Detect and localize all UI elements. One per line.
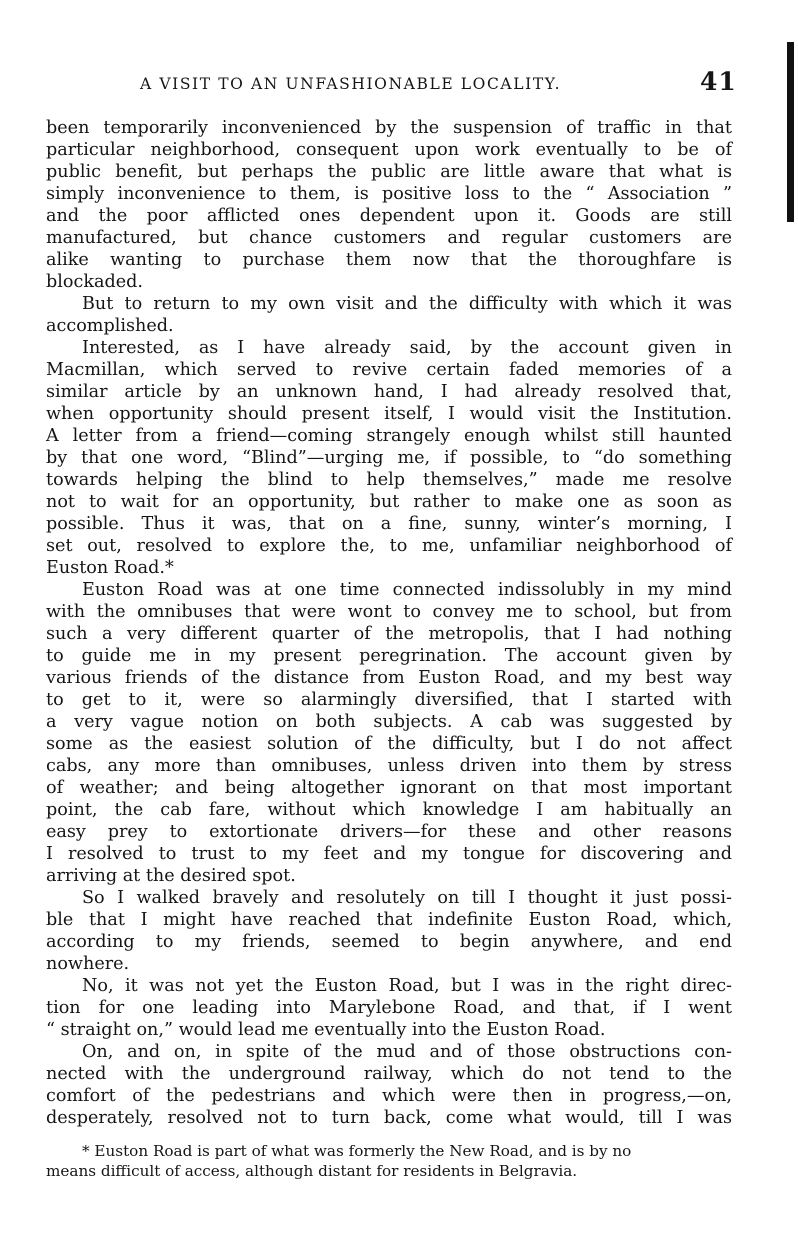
text-line: I resolved to trust to my feet and my tongue for discovering and	[46, 844, 732, 864]
paragraph	[46, 579, 732, 887]
text-line: and the poor afflicted ones dependent upon it. Goods are still	[46, 206, 732, 226]
text-line: Interested, as I have already said, by the account given in	[82, 338, 732, 358]
text-line: when opportunity should present itself, I would visit the Institution.	[46, 404, 732, 424]
text-line: A letter from a friend—coming strangely enough whilst still haunted	[46, 426, 732, 446]
text-line: such a very different quarter of the metropolis, that I had nothing	[46, 624, 732, 644]
running-title: A VISIT TO AN UNFASHIONABLE LOCALITY.	[140, 75, 562, 93]
text-line: according to my friends, seemed to begin anywhere, and end	[46, 932, 732, 952]
text-line: some as the easiest solution of the difficulty, but I do not affect	[46, 734, 732, 754]
paragraph	[46, 293, 732, 337]
text-line: accomplished.	[46, 316, 174, 336]
page-number: 41	[700, 67, 737, 96]
text-line: desperately, resolved not to turn back, come what would, till I was	[46, 1108, 732, 1128]
footnote-line: * Euston Road is part of what was formerly the New Road, and is by no	[82, 1142, 632, 1160]
text-line: towards helping the blind to help themselves,” made me resolve	[46, 470, 732, 490]
footnote	[46, 1141, 732, 1181]
paragraph	[46, 975, 732, 1041]
paragraph	[46, 887, 732, 975]
text-line: to get to it, were so alarmingly diversified, that I started with	[46, 690, 732, 710]
text-line: cabs, any more than omnibuses, unless driven into them by stress	[46, 756, 732, 776]
paragraph	[46, 337, 732, 579]
text-line: ble that I might have reached that indefinite Euston Road, which,	[46, 910, 732, 930]
text-line: been temporarily inconvenienced by the suspension of traffic in that	[46, 118, 732, 138]
text-line: set out, resolved to explore the, to me, unfamiliar neighborhood of	[46, 536, 732, 556]
paragraph	[46, 117, 732, 293]
text-line: to guide me in my present peregrination. The account given by	[46, 646, 732, 666]
text-line: possible. Thus it was, that on a fine, sunny, winter’s morning, I	[46, 514, 732, 534]
text-line: public benefit, but perhaps the public are little aware that what is	[46, 162, 732, 182]
text-line: Euston Road.*	[46, 558, 174, 578]
text-line: simply inconvenience to them, is positive loss to the “ Association ”	[46, 184, 732, 204]
text-line: nected with the underground railway, which do not tend to the	[46, 1064, 732, 1084]
text-line: particular neighborhood, consequent upon work eventually to be of	[46, 140, 732, 160]
text-line: tion for one leading into Marylebone Road, and that, if I went	[46, 998, 732, 1018]
text-line: easy prey to extortionate drivers—for these and other reasons	[46, 822, 732, 842]
text-line: by that one word, “Blind”—urging me, if possible, to “do something	[46, 448, 732, 468]
text-line: “ straight on,” would lead me eventually into the Euston Road.	[46, 1020, 606, 1040]
text-line: nowhere.	[46, 954, 130, 974]
text-line: point, the cab fare, without which knowledge I am habitually an	[46, 800, 732, 820]
text-line: Euston Road was at one time connected indissolubly in my mind	[82, 580, 732, 600]
text-line: blockaded.	[46, 272, 144, 292]
text-line: various friends of the distance from Euston Road, and my best way	[46, 668, 732, 688]
text-line: alike wanting to purchase them now that the thoroughfare is	[46, 250, 732, 270]
text-line: manufactured, but chance customers and regular customers are	[46, 228, 732, 248]
text-line: No, it was not yet the Euston Road, but I was in the right direc-	[82, 976, 732, 996]
text-line: a very vague notion on both subjects. A cab was suggested by	[46, 712, 732, 732]
text-line: not to wait for an opportunity, but rather to make one as soon as	[46, 492, 732, 512]
text-line: So I walked bravely and resolutely on till I thought it just possi-	[82, 888, 732, 908]
body-text	[46, 117, 732, 1129]
text-line: But to return to my own visit and the difficulty with which it was	[82, 294, 732, 314]
footnote-line: means difficult of access, although distant for residents in Belgravia.	[46, 1162, 578, 1180]
paragraph	[46, 1041, 732, 1129]
text-line: On, and on, in spite of the mud and of those obstructions con-	[82, 1042, 732, 1062]
text-line: similar article by an unknown hand, I had already resolved that,	[46, 382, 732, 402]
text-line: arriving at the desired spot.	[46, 866, 296, 886]
text-line: comfort of the pedestrians and which were then in progress,—on,	[46, 1086, 732, 1106]
text-line: of weather; and being altogether ignorant on that most important	[46, 778, 732, 798]
page-edge-bar	[787, 42, 794, 222]
text-line: Macmillan, which served to revive certain faded memories of a	[46, 360, 732, 380]
running-header	[140, 67, 740, 96]
text-line: with the omnibuses that were wont to convey me to school, but from	[46, 602, 732, 622]
